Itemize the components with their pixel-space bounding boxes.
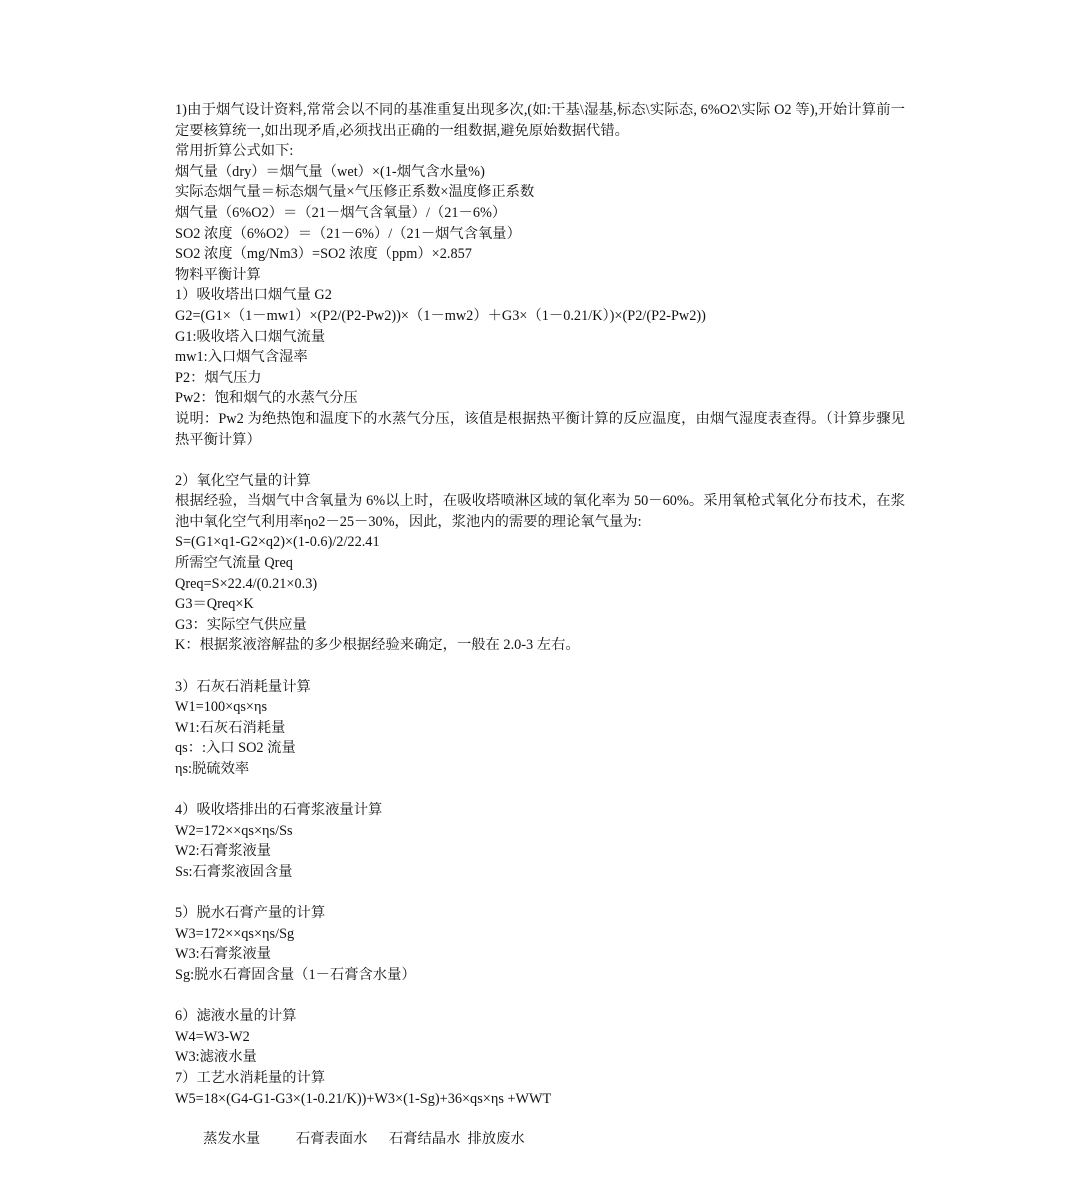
- doc-line: 物料平衡计算: [175, 266, 261, 283]
- doc-line: W4=W3-W2: [175, 1028, 250, 1045]
- doc-spacer: [175, 450, 905, 471]
- doc-spacer: [175, 780, 905, 801]
- doc-line: 4）吸收塔排出的石膏浆液量计算: [175, 802, 383, 819]
- doc-line: 所需空气流量 Qreq: [175, 555, 293, 572]
- doc-line: SO2 浓度（6%O2）＝（21－6%）/（21－烟气含氧量）: [175, 225, 521, 242]
- document-body: [175, 100, 905, 1150]
- doc-spacer: [175, 986, 905, 1007]
- doc-line: G3＝Qreq×K: [175, 596, 254, 613]
- doc-line: W3:滤液水量: [175, 1049, 257, 1066]
- doc-line: Ss:石膏浆液固含量: [175, 863, 293, 880]
- doc-line: W1=100×qs×ηs: [175, 699, 268, 716]
- doc-line: Pw2：饱和烟气的水蒸气分压: [175, 390, 358, 407]
- doc-line: 6）滤液水量的计算: [175, 1008, 297, 1025]
- doc-line: SO2 浓度（mg/Nm3）=SO2 浓度（ppm）×2.857: [175, 246, 472, 263]
- doc-line: 烟气量（6%O2）＝（21－烟气含氧量）/（21－6%）: [175, 204, 507, 221]
- doc-line: W3=172××qs×ηs/Sg: [175, 925, 295, 942]
- doc-line: 根据经验，当烟气中含氧量为 6%以上时，在吸收塔喷淋区域的氧化率为 50－60%。采用氧枪式氧化分布技术，在浆池中氧化空气利用率ηo2－25－30%，因此，浆池内的需要的理论氧气量为:: [175, 493, 905, 530]
- doc-line: G3：实际空气供应量: [175, 616, 307, 633]
- doc-line: 3）石灰石消耗量计算: [175, 678, 311, 695]
- doc-line: Sg:脱水石膏固含量（1－石膏含水量）: [175, 966, 416, 983]
- doc-line: qs：:入口 SO2 流量: [175, 740, 296, 757]
- doc-line: K：根据浆液溶解盐的多少根据经验来确定，一般在 2.0-3 左右。: [175, 637, 580, 654]
- doc-line: W3:石膏浆液量: [175, 946, 272, 963]
- doc-line: mw1:入口烟气含湿率: [175, 349, 308, 366]
- doc-line: 5）脱水石膏产量的计算: [175, 905, 326, 922]
- doc-spacer: [175, 883, 905, 904]
- doc-line: ηs:脱硫效率: [175, 761, 250, 777]
- doc-line: 烟气量（dry）＝烟气量（wet）×(1-烟气含水量%): [175, 163, 485, 180]
- doc-line: 常用折算公式如下:: [175, 143, 294, 160]
- doc-line: G1:吸收塔入口烟气流量: [175, 328, 326, 345]
- doc-line: W2=172××qs×ηs/Ss: [175, 822, 293, 839]
- doc-line: P2：烟气压力: [175, 369, 262, 386]
- doc-line: S=(G1×q1-G2×q2)×(1-0.6)/2/22.41: [175, 534, 380, 551]
- doc-line: 2）氧化空气量的计算: [175, 472, 311, 489]
- formula-term-labels: 蒸发水量 石膏表面水 石膏结晶水 排放废水: [203, 1131, 525, 1148]
- doc-line: 1)由于烟气设计资料,常常会以不同的基准重复出现多次,(如:干基\湿基,标态\实际态, 6%O2\实际 O2 等),开始计算前一定要核算统一,如出现矛盾,必须找出正确的一组数据,避免原始数据代错。: [175, 102, 905, 139]
- doc-spacer: [175, 656, 905, 677]
- doc-line: 说明：Pw2 为绝热饱和温度下的水蒸气分压，该值是根据热平衡计算的反应温度，由烟气湿度表查得。（计算步骤见热平衡计算）: [175, 410, 905, 448]
- doc-line: W2:石膏浆液量: [175, 843, 272, 860]
- doc-line: G2=(G1×（1－mw1）×(P2/(P2-Pw2))×（1－mw2）＋G3×（1－0.21/K）)×(P2/(P2-Pw2)): [175, 307, 706, 324]
- doc-line: W5=18×(G4-G1-G3×(1-0.21/K))+W3×(1-Sg)+36×qs×ηs +WWT: [175, 1090, 552, 1107]
- doc-line: 1）吸收塔出口烟气量 G2: [175, 287, 332, 304]
- doc-line: 7）工艺水消耗量的计算: [175, 1069, 326, 1086]
- doc-line: Qreq=S×22.4/(0.21×0.3): [175, 575, 318, 592]
- doc-line: W1:石灰石消耗量: [175, 719, 286, 736]
- doc-line: 实际态烟气量＝标态烟气量×气压修正系数×温度修正系数: [175, 184, 535, 201]
